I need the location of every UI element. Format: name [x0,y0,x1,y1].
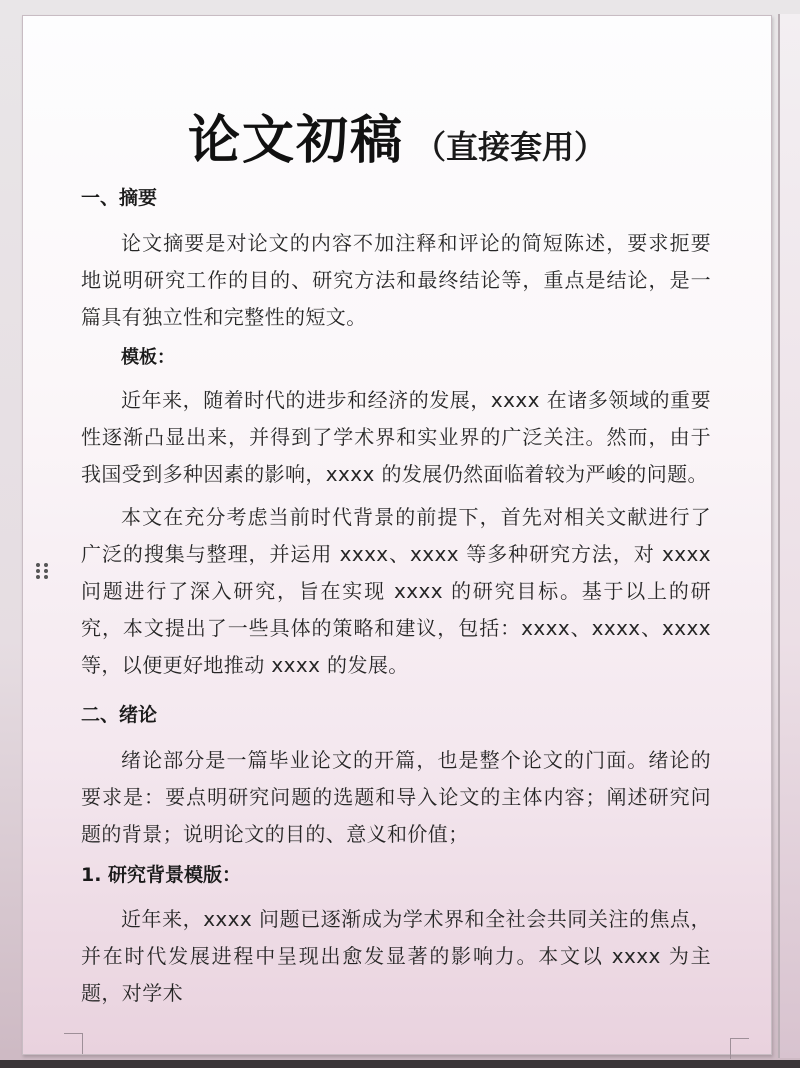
next-page-edge [778,14,800,1058]
crop-mark-bottom-left [64,1033,83,1054]
document-title [23,98,771,173]
abstract-template-paragraph-1: 近年来，随着时代的进步和经济的发展，xxxx 在诸多领域的重要性逐渐凸显出来，并得到了学术界和实业界的广泛关注。然而，由于我国受到多种因素的影响，xxxx 的发展仍然面临着较为严峻的问题。 [81,388,711,486]
section-heading-abstract: 一、摘要 [81,187,158,209]
document-body[interactable] [81,181,711,1018]
drag-handle-icon[interactable] [36,563,48,581]
document-page[interactable] [22,15,772,1055]
title-note: （直接套用） [414,128,607,166]
abstract-definition-paragraph: 论文摘要是对论文的内容不加注释和评论的简短陈述，要求扼要地说明研究工作的目的、研究方法和最终结论等，重点是结论，是一篇具有独立性和完整性的短文。 [81,231,711,329]
background-template-heading: 1. 研究背景模版： [81,864,242,886]
crop-mark-bottom-right [730,1038,749,1059]
title-main: 论文初稿 [187,111,404,171]
background-template-paragraph: 近年来，xxxx 问题已逐渐成为学术界和全社会共同关注的焦点，并在时代发展进程中呈现出愈发显著的影响力。本文以 xxxx 为主题，对学术 [81,907,711,1005]
introduction-definition-paragraph: 绪论部分是一篇毕业论文的开篇，也是整个论文的门面。绪论的要求是：要点明研究问题的选题和导入论文的主体内容；阐述研究问题的背景；说明论文的目的、意义和价值； [81,748,711,846]
abstract-template-label: 模板： [121,347,175,368]
abstract-template-paragraph-2: 本文在充分考虑当前时代背景的前提下，首先对相关文献进行了广泛的搜集与整理，并运用 xxxx、xxxx 等多种研究方法，对 xxxx 问题进行了深入研究，旨在实现 xxxx 的研究目标。基于以上的研究，本文提出了一些具体的策略和建议，包括：xxxx、xxxx、xxxx 等，以便更好地推动 xxxx 的发展。 [81,505,711,677]
section-heading-introduction: 二、绪论 [81,704,158,726]
status-bar-edge [0,1060,800,1068]
